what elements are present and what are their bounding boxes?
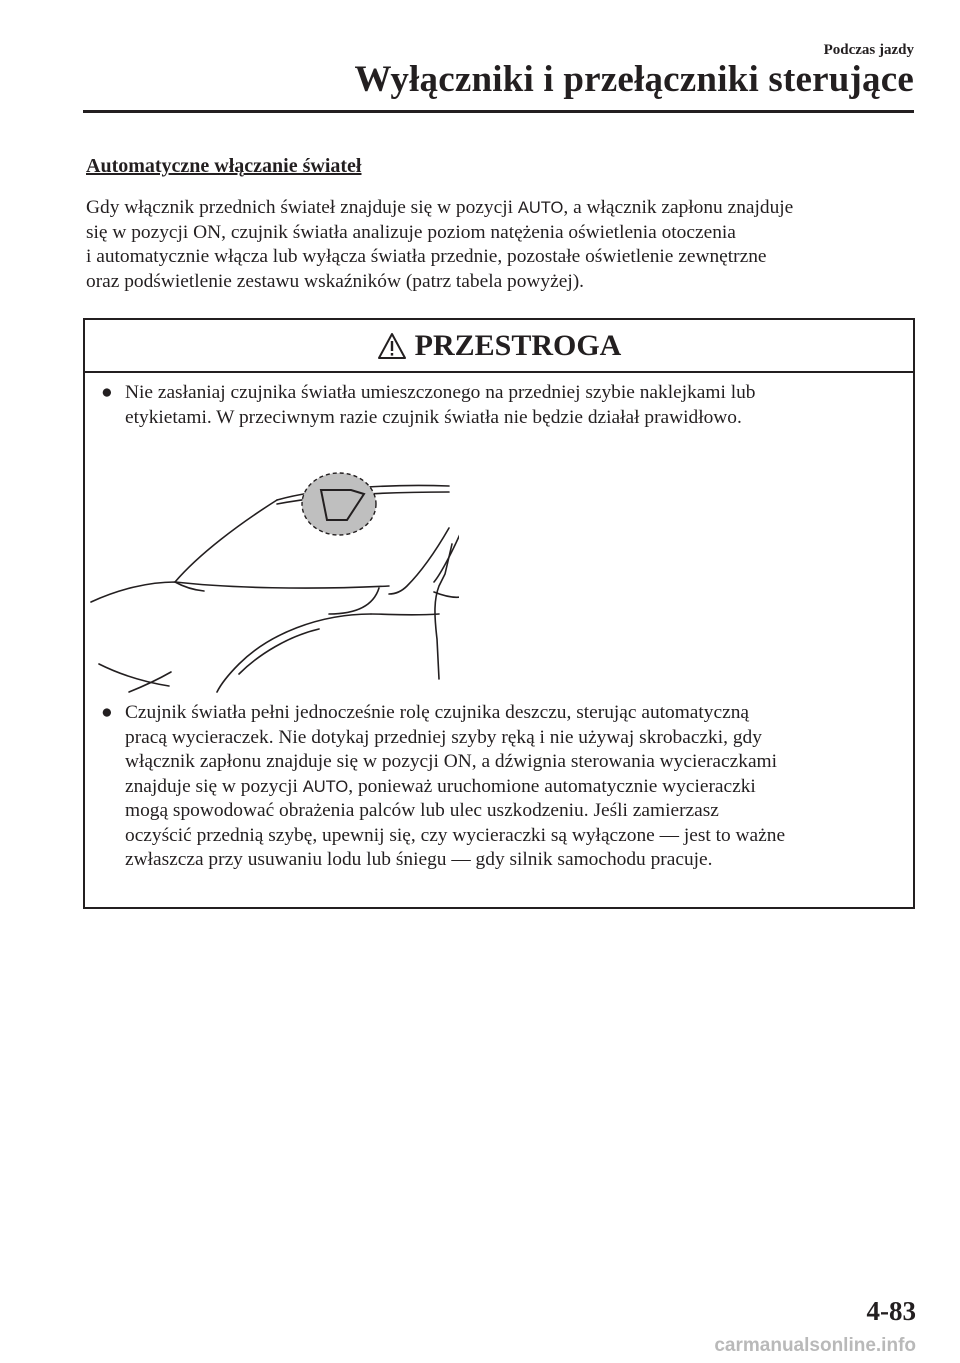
bullet-line: znajduje się w pozycji AUTO, ponieważ uruchomione automatycznie wycieraczki [125,775,756,797]
intro-paragraph [86,196,916,294]
section-label: Podczas jazdy [823,42,914,58]
caution-bullet [101,701,903,873]
windshield-sensor-illustration [89,464,459,694]
watermark: carmanualsonline.info [714,1335,916,1356]
bullet-line: etykietami. W przeciwnym razie czujnik światła nie będzie działał prawidłowo. [125,406,742,428]
caution-bullet [101,381,903,430]
bullet-line: włącznik zapłonu znajduje się w pozycji ON, a dźwignia sterowania wycieraczkami [125,751,778,772]
caution-title: PRZESTROGA [414,328,622,362]
paragraph-line: oraz podświetlenie zestawu wskaźników (patrz tabela powyżej). [86,270,585,292]
auto-label: AUTO [517,199,564,217]
warning-triangle-icon [377,332,407,360]
header-divider [83,110,914,113]
bullet-line: zwłaszcza przy usuwaniu lodu lub śniegu ― gdy silnik samochodu pracuje. [125,849,713,870]
caution-box [83,318,915,909]
section-heading: Automatyczne włączanie świateł [86,155,362,177]
paragraph-line: i automatycznie włącza lub wyłącza światła przednie, pozostałe oświetlenie zewnętrzne [86,246,767,267]
caution-header [85,320,913,373]
paragraph-line: się w pozycji ON, czujnik światła analizuje poziom natężenia oświetlenia otoczenia [86,221,736,243]
bullet-line: Nie zasłaniaj czujnika światła umieszczonego na przedniej szybie naklejkami lub [125,382,756,403]
bullet-line: mogą spowodować obrażenia palców lub ulec uszkodzeniu. Jeśli zamierzasz [125,800,719,821]
bullet-line: Czujnik światła pełni jednocześnie rolę czujnika deszczu, sterując automatyczną [125,702,750,723]
bullet-marker: ● [101,382,113,403]
chapter-title: Wyłączniki i przełączniki sterujące [354,59,914,100]
bullet-line: pracą wycieraczek. Nie dotykaj przedniej szyby ręką i nie używaj skrobaczki, gdy [125,726,762,748]
page-number: 4-83 [866,1296,916,1326]
bullet-marker: ● [101,702,113,723]
paragraph-line: Gdy włącznik przednich świateł znajduje się w pozycji AUTO, a włącznik zapłonu znajduje [86,197,794,218]
bullet-line: oczyścić przednią szybę, upewnij się, czy wycieraczki są wyłączone ― jest to ważne [125,824,786,846]
auto-label: AUTO [302,777,349,796]
